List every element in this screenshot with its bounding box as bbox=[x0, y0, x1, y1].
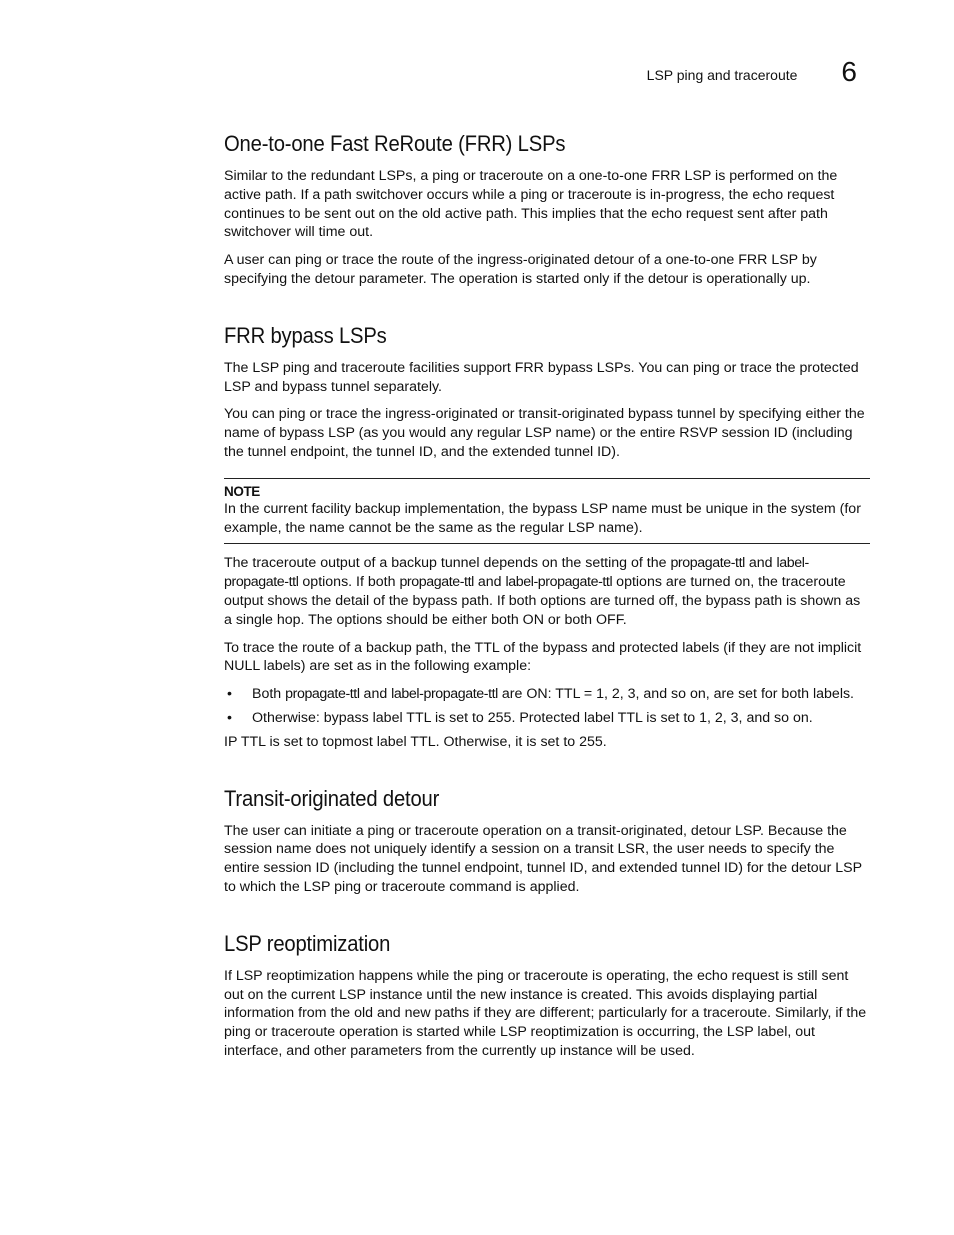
paragraph: A user can ping or trace the route of the ingress-originated detour of a one-to-one FRR LSP by specifying the detour parameter. The operation is started only if the detour is operationally up. bbox=[224, 252, 817, 287]
keyword-propagate-ttl: propagate-ttl bbox=[399, 574, 474, 591]
keyword-label-propagate-ttl: label-propagate-ttl bbox=[224, 555, 809, 591]
keyword-propagate-ttl: propagate-ttl bbox=[670, 555, 745, 572]
paragraph: The user can initiate a ping or traceroute operation on a transit-originated, detour LSP. Because the session name does not uniquely identify a session on a transit LSR, the user needs to specify the entire session ID (including the tunnel endpoint, tunnel ID, and extended tunnel ID) for the detour LSP to which the LSP ping or traceroute command is applied. bbox=[224, 822, 862, 895]
keyword-label-propagate-ttl: label-propagate-ttl bbox=[505, 574, 613, 591]
section-title-lsp-reoptimization: LSP reoptimization bbox=[224, 930, 391, 956]
bullet-list bbox=[224, 685, 870, 728]
page-header bbox=[647, 56, 857, 88]
note-text: In the current facility backup implementation, the bypass LSP name must be unique in the system (for example, the name cannot be the same as the regular LSP name). bbox=[224, 500, 861, 536]
bullet-icon: • bbox=[227, 686, 232, 703]
keyword-label-propagate-ttl: label-propagate-ttl bbox=[391, 686, 498, 703]
paragraph: Similar to the redundant LSPs, a ping or traceroute on a one-to-one FRR LSP is performed on the active path. If a path switchover occurs while a ping or traceroute is in-progress, the echo request continues to be sent out on the old active path. This implies that the echo request sent after path switchover will time out. bbox=[224, 168, 838, 241]
text-run: options. If both bbox=[298, 574, 400, 591]
paragraph: If LSP reoptimization happens while the ping or traceroute is operating, the echo request is still sent out on the current LSP instance until the new instance is created. This avoids displaying partial information from the old and new paths if they are different; particularly for a traceroute. Similarly, if the ping or traceroute operation is started while LSP reoptimization is occurring, the LSP label, out interface, and other parameters from the currently up instance will be used. bbox=[224, 967, 867, 1059]
text-run: options are turned on, the traceroute output shows the detail of the bypass path. If both options are turned off, the bypass path is shown as a single hop. The options should be either both ON or both OFF. bbox=[224, 574, 861, 628]
text-run: The traceroute output of a backup tunnel depends on the setting of the bbox=[224, 555, 671, 572]
text-run: are ON: TTL = 1, 2, 3, and so on, are set for both labels. bbox=[497, 686, 855, 703]
paragraph: The LSP ping and traceroute facilities support FRR bypass LSPs. You can ping or trace the protected LSP and bypass tunnel separately. bbox=[224, 359, 859, 395]
paragraph: To trace the route of a backup path, the TTL of the bypass and protected labels (if they are not implicit NULL labels) are set as in the following example: bbox=[224, 639, 862, 675]
section-title-frr-bypass: FRR bypass LSPs bbox=[224, 322, 387, 348]
list-item bbox=[224, 685, 870, 704]
section-title-transit-detour: Transit-originated detour bbox=[224, 785, 440, 811]
running-title: LSP ping and traceroute bbox=[646, 66, 798, 83]
note-box bbox=[224, 478, 870, 545]
page-content bbox=[224, 131, 870, 1070]
text-run: and bbox=[359, 686, 392, 703]
keyword-propagate-ttl: propagate-ttl bbox=[285, 686, 360, 703]
text-run: Otherwise: bypass label TTL is set to 255. Protected label TTL is set to 1, 2, 3, and so on. bbox=[252, 709, 813, 726]
text-run: and bbox=[473, 574, 506, 591]
list-item bbox=[224, 709, 870, 728]
text-run: and bbox=[744, 555, 777, 572]
section-title-one-to-one-frr: One-to-one Fast ReRoute (FRR) LSPs bbox=[224, 131, 566, 156]
paragraph: You can ping or trace the ingress-originated or transit-originated bypass tunnel by specifying either the name of bypass LSP (as you would any regular LSP name) or the entire RSVP session ID (including the tunnel endpoint, the tunnel ID, and the extended tunnel ID). bbox=[224, 406, 865, 460]
paragraph: IP TTL is set to topmost label TTL. Otherwise, it is set to 255. bbox=[224, 733, 607, 750]
bullet-icon: • bbox=[227, 709, 232, 726]
chapter-number: 6 bbox=[841, 56, 857, 87]
note-label: NOTE bbox=[224, 483, 260, 499]
text-run: Both bbox=[252, 686, 286, 703]
paragraph-traceroute-output bbox=[224, 554, 870, 629]
